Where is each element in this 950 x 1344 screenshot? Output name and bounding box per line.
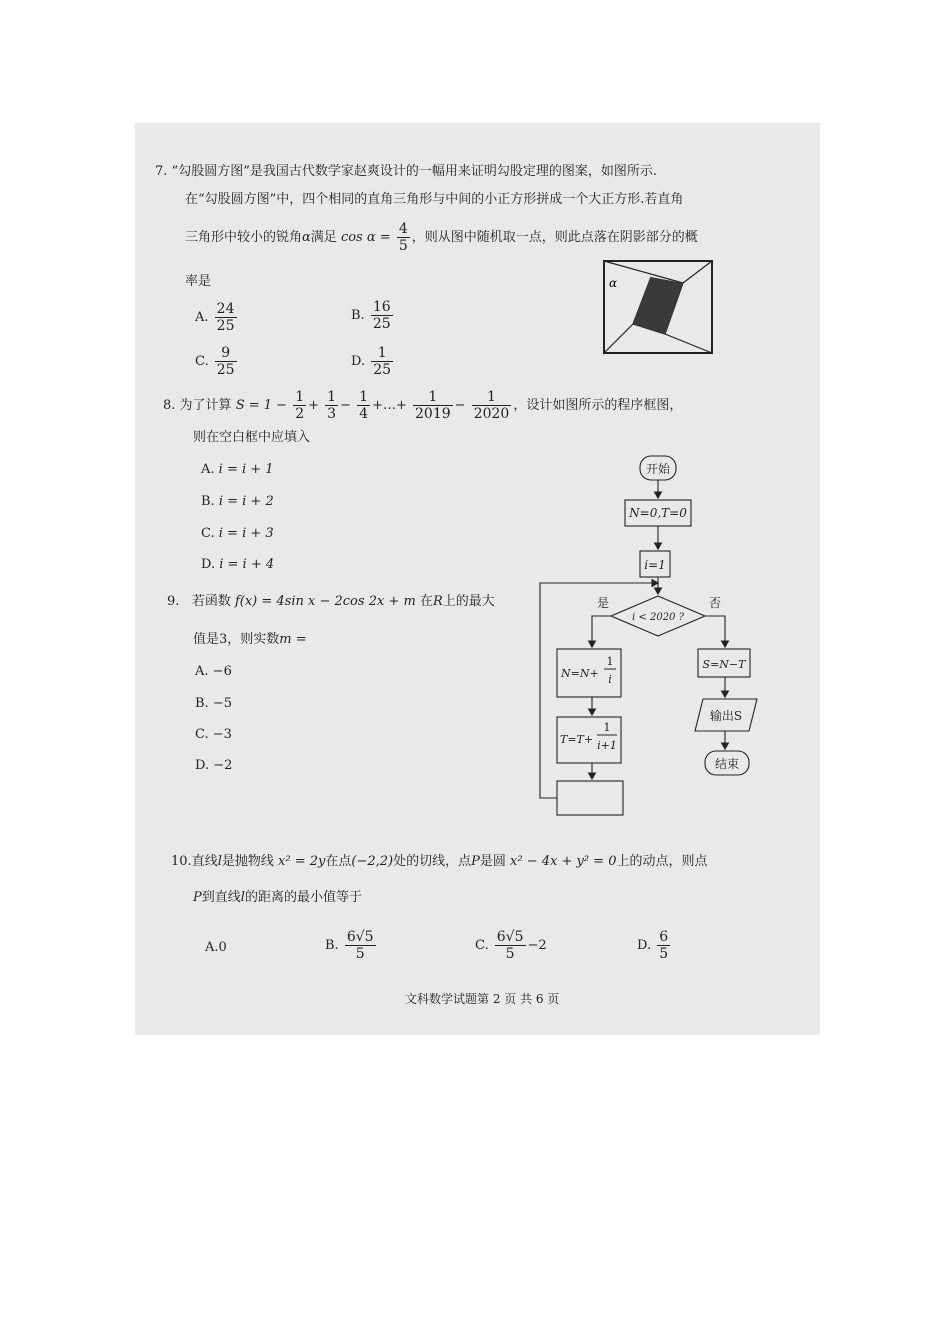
q9-option-b[interactable]: B. −5: [195, 696, 232, 711]
s-calc-label: S=N−T: [702, 658, 746, 671]
q8-term-4: $\frac{1}{2019}$: [415, 389, 451, 422]
t-update-label: T=T+: [560, 733, 594, 746]
q9-option-a[interactable]: A. −6: [195, 664, 232, 679]
triangle-edge-right-top: [683, 261, 712, 283]
q10-point: (−2,2): [351, 854, 394, 869]
no-label: 否: [709, 596, 722, 610]
q10-option-b[interactable]: B. $\frac{6√5}{5}$: [325, 929, 374, 962]
q7-text-4: 率是: [185, 274, 212, 289]
page-footer: 文科数学试题第 2 页 共 6 页: [405, 992, 560, 1006]
q7-text-2: 在“勾股圆方图”中，四个相同的直角三角形与中间的小正方形拼成一个大正方形.若直角: [185, 192, 684, 207]
q8-tail: ，设计如图所示的程序框图，: [513, 398, 683, 413]
init-label: N=0,T=0: [629, 506, 687, 520]
q8-term-1: $\frac{1}{2}$: [295, 389, 305, 422]
yes-label: 是: [597, 596, 610, 610]
arrow-yes-branch: [592, 616, 611, 647]
q8-option-b[interactable]: B. i = i + 2: [201, 494, 274, 509]
q7-cos-expr: cos α =: [340, 230, 391, 245]
arrow-no-branch: [705, 616, 725, 647]
q8-text-2: 则在空白框中应填入: [193, 430, 311, 445]
q9-line1: 9. 若函数 f(x) = 4sin x − 2cos 2x + m 在R上的最大: [167, 594, 495, 609]
i-init-label: i=1: [644, 558, 666, 572]
q9-line2: 值是3，则实数m =: [193, 632, 307, 647]
q9-function: f(x) = 4sin x − 2cos 2x + m: [234, 594, 416, 609]
program-flowchart: [535, 451, 765, 823]
q8-option-c[interactable]: C. i = i + 3: [201, 526, 274, 541]
q9-option-c[interactable]: C. −3: [195, 727, 232, 742]
q10-line2: P到直线l的距离的最小值等于: [193, 890, 362, 905]
end-label: 结束: [714, 757, 740, 771]
q7-line3: [185, 221, 698, 254]
q10-option-d[interactable]: D. $\frac{6}{5}$: [637, 929, 669, 962]
start-label: 开始: [645, 462, 671, 476]
n-update-num: 1: [606, 655, 614, 668]
q8-expr-start: S = 1 −: [235, 398, 288, 413]
q7-text-1: “勾股圆方图”是我国古代数学家赵爽设计的一幅用来证明勾股定理的图案，如图所示.: [171, 164, 657, 179]
q8-term-3: $\frac{1}{4}$: [359, 389, 369, 422]
q7-option-a[interactable]: A. $\frac{24}{25}$: [195, 301, 235, 334]
q8-lead: 为了计算: [179, 398, 232, 413]
triangle-edge-bottom-left: [604, 324, 633, 353]
q10-line1: 10.直线l是抛物线 x² = 2y在点(−2,2)处的切线，点P是圆 x² − 4x + y² = 0上的动点，则点: [171, 854, 708, 869]
t-update-den: i+1: [597, 739, 617, 752]
n-update-den: i: [608, 673, 612, 686]
condition-label: i < 2020 ?: [632, 612, 684, 623]
q8-number: 8.: [163, 398, 176, 413]
q8-term-2: $\frac{1}{3}$: [327, 389, 337, 422]
figure-alpha-label: α: [609, 276, 618, 290]
q8-option-d[interactable]: D. i = i + 4: [201, 557, 275, 572]
q9-number: 9.: [167, 594, 180, 609]
q10-option-a[interactable]: A.0: [205, 940, 227, 955]
q7-option-d[interactable]: D. $\frac{1}{25}$: [351, 345, 392, 378]
q7-option-c[interactable]: C. $\frac{9}{25}$: [195, 345, 235, 378]
exam-page: [135, 123, 820, 1035]
q7-option-b[interactable]: B. $\frac{16}{25}$: [351, 299, 391, 332]
q8-option-a[interactable]: A. i = i + 1: [201, 462, 274, 477]
q7-alpha: α: [302, 230, 311, 245]
q7-text-3a: 三角形中较小的锐角: [185, 230, 303, 245]
gougu-square-figure: [603, 260, 715, 356]
q9-option-d[interactable]: D. −2: [195, 758, 233, 773]
n-update-label: N=N+: [561, 667, 599, 680]
q10-circle: x² − 4x + y² = 0: [510, 854, 617, 869]
q7-text-3b: 满足: [310, 230, 337, 245]
q8-term-5: $\frac{1}{2020}$: [473, 389, 510, 422]
q7-cos-fraction: $\frac{4}{5}$: [398, 221, 408, 254]
q7-number: 7.: [155, 164, 168, 179]
q7-line1: [155, 163, 657, 181]
triangle-edge-bottom-right: [665, 334, 712, 353]
q10-number: 10.: [171, 854, 192, 869]
blank-box: [557, 781, 623, 815]
q7-text-3c: ，则从图中随机取一点，则此点落在阴影部分的概: [411, 230, 698, 245]
output-label: 输出S: [709, 709, 743, 723]
q10-parabola: x² = 2y: [278, 854, 326, 869]
t-update-num: 1: [603, 721, 611, 734]
q8-line1: 8. 为了计算 S = 1 − $\frac{1}{2}$ + $\frac{1}{3}$ − $\frac{1}{4}$ +…+ $\frac{1}{2019}$ − $\frac{1}{2020}$ ，设计如图所示的程序框图，: [163, 389, 683, 422]
q10-option-c[interactable]: C. $\frac{6√5}{5}$ −2: [475, 929, 547, 962]
